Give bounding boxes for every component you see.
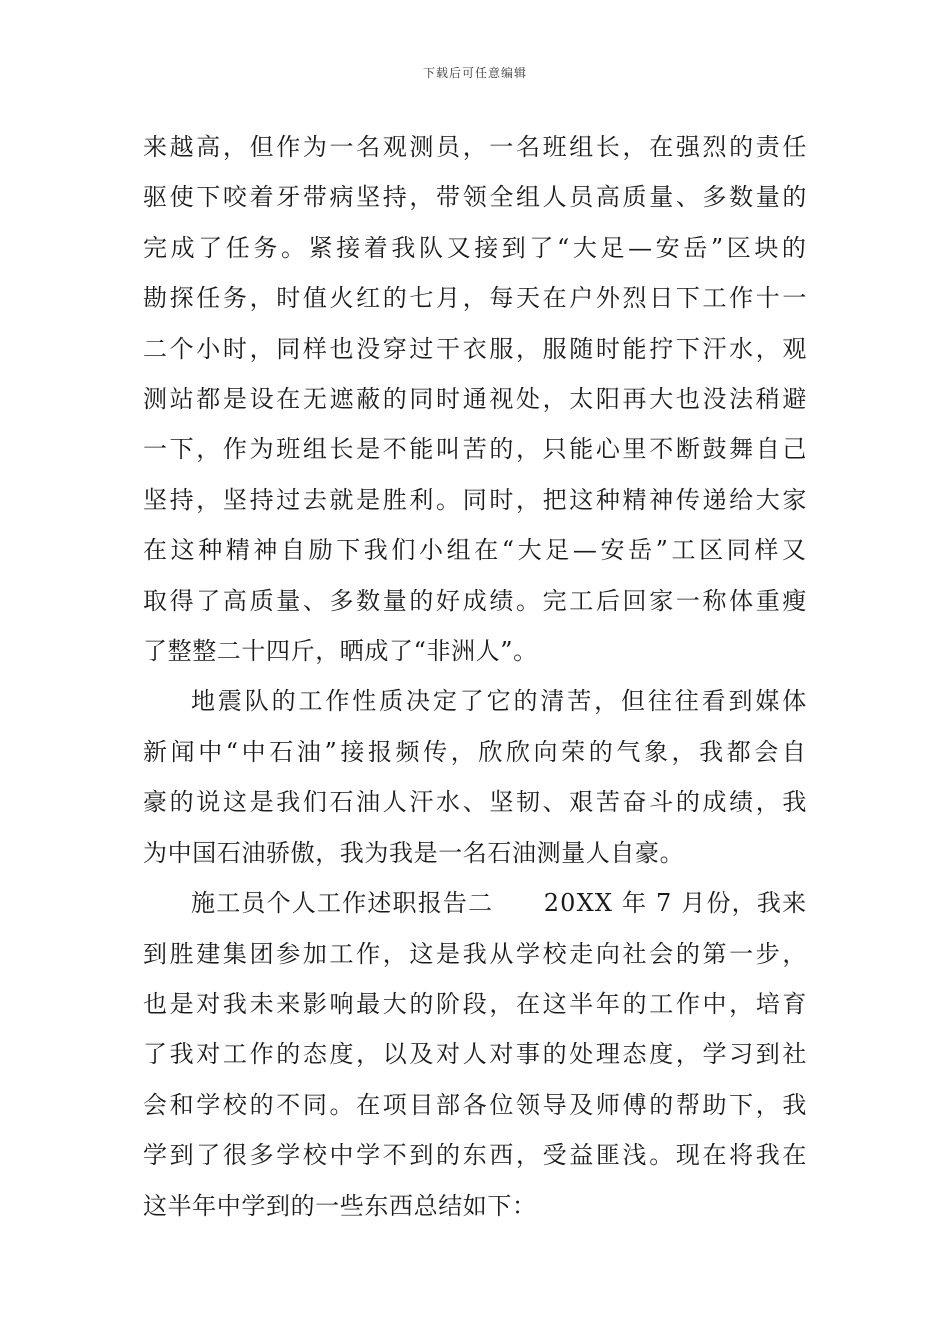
text-line: 豪的说这是我们石油人汗水、坚韧、艰苦奋斗的成绩，我 — [143, 788, 810, 817]
text-line: 到胜建集团参加工作，这是我从学校走向社会的第一步， — [143, 939, 810, 968]
text-line: 施工员个人工作述职报告二 20XX 年 7 月份，我来 — [191, 889, 808, 918]
text-line: 驱使下咬着牙带病坚持，带领全组人员高质量、多数量的 — [143, 183, 810, 212]
text-line: 完成了任务。紧接着我队又接到了“大足—安岳”区块的 — [143, 233, 810, 262]
text-line: 为中国石油骄傲，我为我是一名石油测量人自豪。 — [143, 838, 685, 867]
text-line: 了我对工作的态度，以及对人对事的处理态度，学习到社 — [143, 1040, 810, 1069]
document-body — [143, 122, 810, 1231]
text-line: 勘探任务，时值火红的七月，每天在户外烈日下工作十一 — [143, 284, 810, 313]
text-line: 会和学校的不同。在项目部各位领导及师傅的帮助下，我 — [143, 1090, 810, 1119]
text-line: 学到了很多学校中学不到的东西，受益匪浅。现在将我在 — [143, 1141, 810, 1170]
text-line: 了整整二十四斤，晒成了“非洲人”。 — [143, 637, 538, 666]
paragraph-2 — [143, 676, 810, 878]
text-line: 坚持，坚持过去就是胜利。同时，把这种精神传递给大家 — [143, 485, 810, 514]
paragraph-1 — [143, 122, 810, 676]
page-header: 下载后可任意编辑 — [422, 66, 527, 80]
text-line: 取得了高质量、多数量的好成绩。完工后回家一称体重瘦 — [143, 586, 810, 615]
text-line: 测站都是设在无遮蔽的同时通视处，太阳再大也没法稍避 — [143, 385, 810, 414]
text-line: 一下，作为班组长是不能叫苦的，只能心里不断鼓舞自己 — [143, 435, 810, 464]
paragraph-3 — [143, 878, 810, 1231]
text-line: 来越高，但作为一名观测员，一名班组长，在强烈的责任 — [143, 133, 810, 161]
text-line: 这半年中学到的一些东西总结如下： — [143, 1191, 537, 1220]
text-line: 新闻中“中石油”接报频传，欣欣向荣的气象，我都会自 — [143, 737, 810, 766]
text-line: 二个小时，同样也没穿过干衣服，服随时能拧下汗水，观 — [143, 334, 810, 363]
text-line: 地震队的工作性质决定了它的清苦，但往往看到媒体 — [191, 687, 810, 716]
text-line: 在这种精神自励下我们小组在“大足—安岳”工区同样又 — [143, 536, 810, 565]
text-line: 也是对我未来影响最大的阶段，在这半年的工作中，培育 — [143, 989, 810, 1018]
